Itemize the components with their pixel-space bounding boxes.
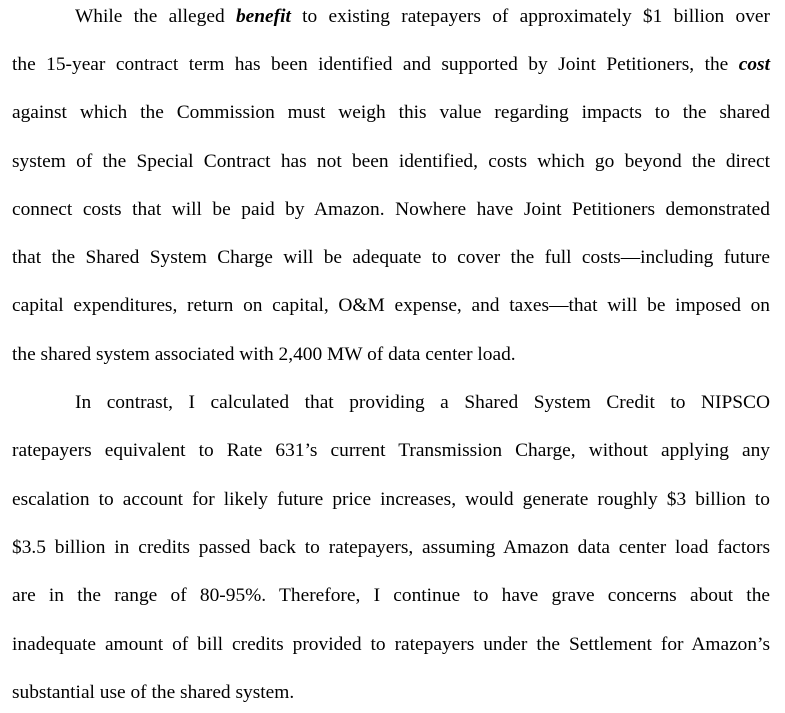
text-line: escalation to account for likely future price increases, would generate roughly $3 billion to (12, 489, 770, 510)
text-line: connect costs that will be paid by Amazon. Nowhere have Joint Petitioners demonstrated (12, 199, 770, 220)
text-line: that the Shared System Charge will be adequate to cover the full costs—including future (12, 247, 770, 268)
text-run: While the alleged (75, 6, 236, 27)
text-line (12, 53, 770, 77)
text-run: the 15-year contract term has been identified and supported by Joint Petitioners, the (12, 54, 739, 75)
text-line: $3.5 billion in credits passed back to ratepayers, assuming Amazon data center load factors (12, 537, 770, 558)
emphasized-word-cost: cost (738, 54, 770, 75)
text-line: system of the Special Contract has not been identified, costs which go beyond the direct (12, 151, 770, 172)
text-line: the shared system associated with 2,400 MW of data center load. (12, 344, 516, 365)
text-line: against which the Commission must weigh this value regarding impacts to the shared (12, 102, 770, 123)
text-line: are in the range of 80-95%. Therefore, I continue to have grave concerns about the (12, 585, 770, 606)
text-line: In contrast, I calculated that providing a Shared System Credit to NIPSCO (75, 392, 770, 413)
text-line: inadequate amount of bill credits provided to ratepayers under the Settlement for Amazon’s (12, 634, 770, 655)
text-line: ratepayers equivalent to Rate 631’s current Transmission Charge, without applying any (12, 440, 770, 461)
text-line: capital expenditures, return on capital, O&M expense, and taxes—that will be imposed on (12, 295, 770, 316)
emphasized-word-benefit: benefit (235, 6, 291, 27)
text-run: to existing ratepayers of approximately $1 billion over (290, 6, 770, 27)
text-line (75, 5, 770, 29)
text-line: substantial use of the shared system. (12, 682, 295, 703)
